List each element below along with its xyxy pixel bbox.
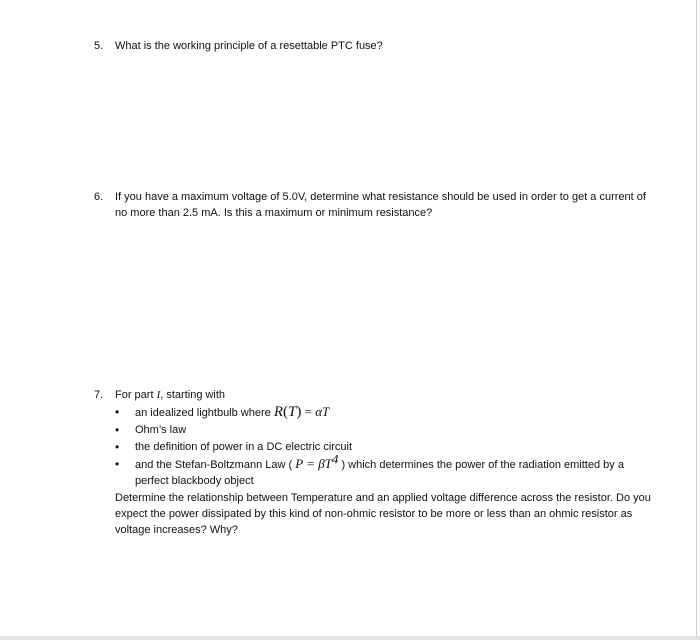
bullet-dot-icon: •: [115, 423, 120, 437]
bullet-item-lightbulb: [94, 404, 654, 421]
open-paren: (: [283, 404, 288, 420]
bullet-stefan-post-text: ) which determines the power of the radiation emitted by a perfect blackbody object: [135, 459, 624, 487]
part-variable: I: [156, 389, 161, 401]
bullet-lightbulb-text: an idealized lightbulb where: [135, 407, 274, 419]
question-7-bullet-list: [94, 404, 654, 489]
equals-sign: =: [301, 404, 316, 419]
page-bottom-edge: [0, 636, 700, 640]
question-7: [94, 387, 654, 538]
question-6-text: If you have a maximum voltage of 5.0V, determine what resistance should be used in order to get a current of no more than 2.5 mA. Is this a maximum or minimum resistance?: [115, 191, 646, 219]
bullet-power-definition-text: the definition of power in a DC electric circuit: [135, 441, 353, 453]
bullet-dot-icon: •: [115, 440, 120, 454]
bullet-dot-icon: •: [115, 405, 120, 419]
alpha-t-expression: αT: [315, 404, 330, 419]
question-7-closing-text: Determine the relationship between Temperature and an applied voltage difference across the resistor. Do you expect the power dissipated by this kind of non-ohmic resistor to be more or less than an ohmic resistor as voltage increases? Why?: [115, 492, 651, 536]
temperature-symbol: T: [288, 404, 297, 420]
bullet-stefan-pre-text: and the Stefan-Boltzmann Law (: [135, 459, 296, 471]
resistance-symbol: R: [273, 404, 283, 420]
question-5-number: 5.: [94, 40, 104, 52]
question-6-number: 6.: [94, 191, 104, 203]
question-7-body: [115, 387, 654, 403]
question-6: [94, 189, 654, 221]
question-7-number: 7.: [94, 389, 104, 401]
bullet-item-ohms-law: [94, 422, 654, 438]
intro-text-pre: For part: [115, 389, 157, 401]
intro-text-post: , starting with: [160, 389, 226, 401]
question-7-intro: [115, 387, 654, 403]
close-paren: ): [296, 404, 302, 420]
bullet-ohms-law-text: Ohm’s law: [135, 424, 187, 436]
stefan-boltzmann-formula: P = βT: [295, 456, 332, 471]
question-5-text: What is the working principle of a resettable PTC fuse?: [115, 40, 383, 52]
bullet-item-stefan-boltzmann: [94, 451, 654, 489]
exponent-four: 4: [331, 451, 339, 467]
bullet-dot-icon: •: [115, 457, 120, 471]
bullet-item-power-definition: [94, 439, 654, 455]
question-5: [94, 38, 654, 54]
